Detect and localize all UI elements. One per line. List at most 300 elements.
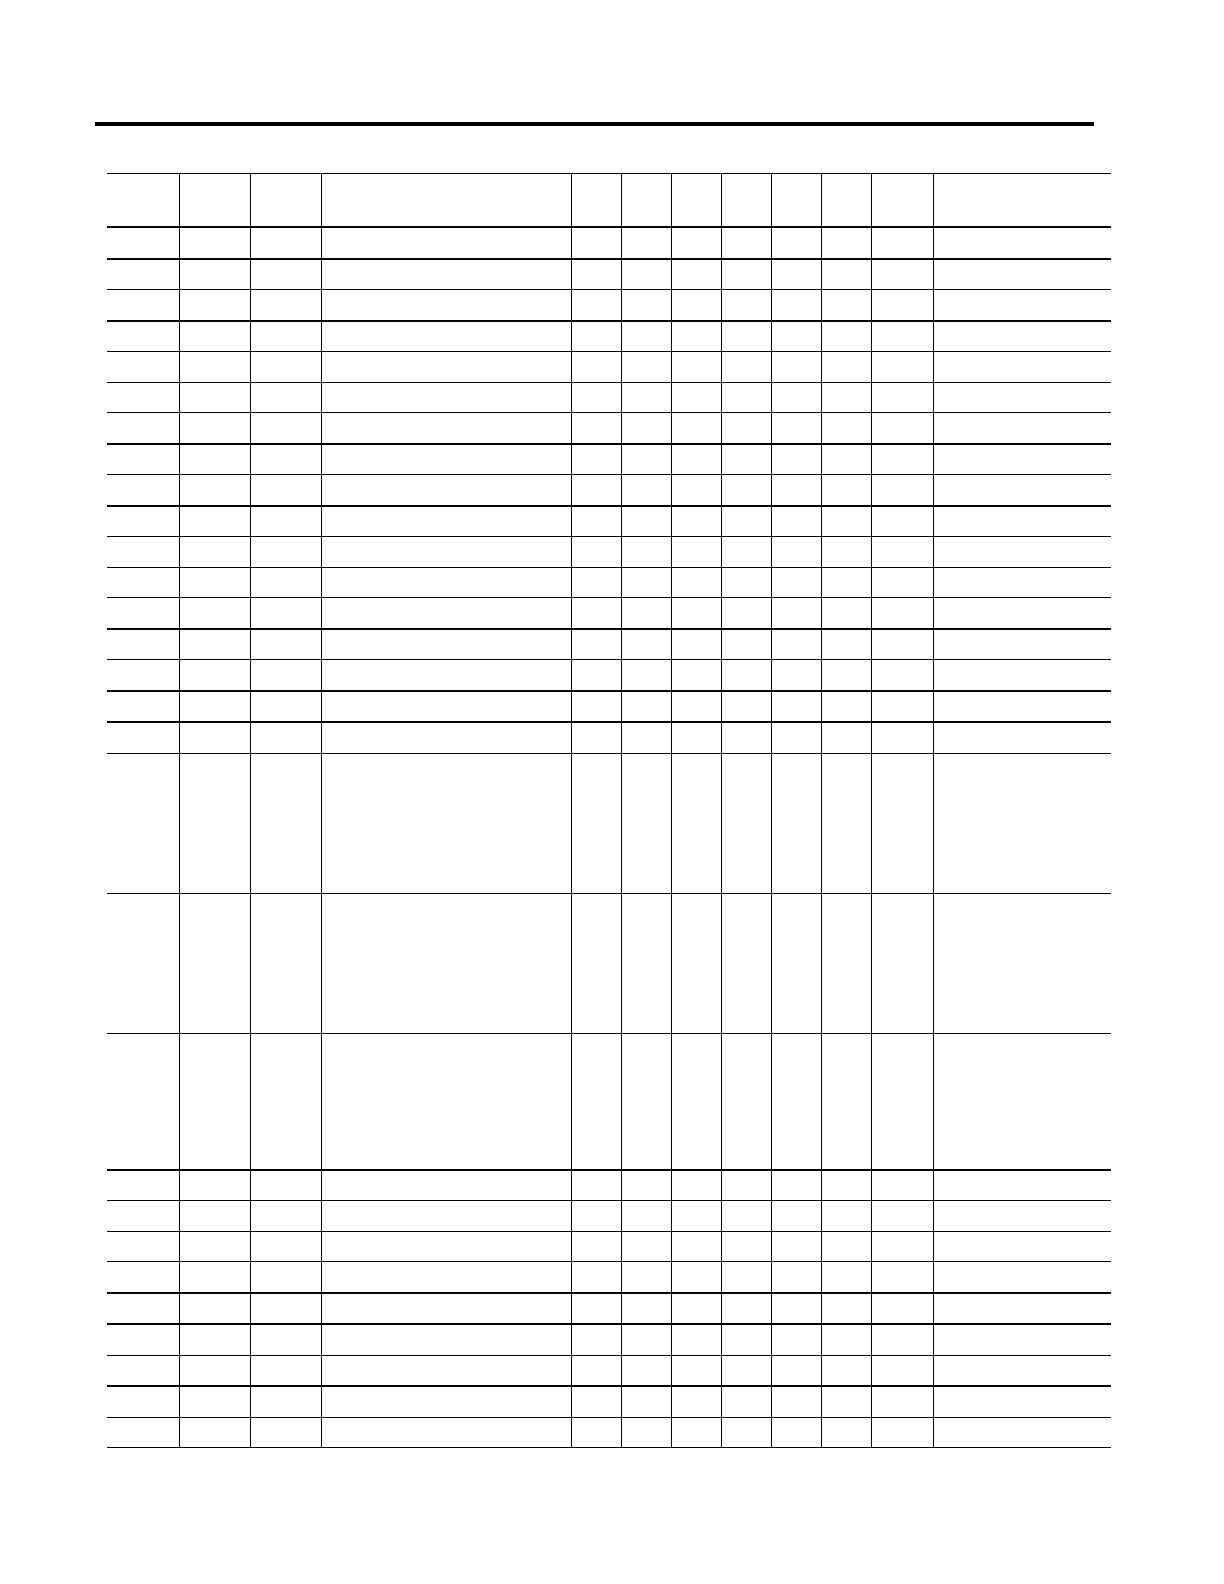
- table-cell: [771, 722, 821, 753]
- table-cell: [321, 1324, 571, 1355]
- table-cell: [179, 413, 250, 444]
- table-cell: [671, 1262, 721, 1293]
- table-cell: [571, 753, 621, 893]
- table-cell: [871, 321, 933, 352]
- table-cell: [871, 227, 933, 259]
- table-cell: [771, 506, 821, 537]
- table-cell: [621, 506, 671, 537]
- table-cell: [671, 382, 721, 413]
- table-cell: [107, 1324, 179, 1355]
- table-cell: [721, 1170, 771, 1201]
- table-cell: [933, 893, 1111, 1033]
- table-cell: [571, 1262, 621, 1293]
- table-cell: [671, 413, 721, 444]
- table-cell: [721, 352, 771, 383]
- table-cell: [771, 413, 821, 444]
- table-cell: [107, 753, 179, 893]
- table-cell: [571, 1293, 621, 1325]
- table-cell: [107, 1231, 179, 1262]
- table-cell: [571, 352, 621, 383]
- table-cell: [871, 1324, 933, 1355]
- table-cell: [871, 893, 933, 1033]
- table-cell: [933, 382, 1111, 413]
- table-cell: [321, 506, 571, 537]
- table-cell: [321, 227, 571, 259]
- table-cell: [871, 1201, 933, 1232]
- table-cell: [933, 1324, 1111, 1355]
- table-cell: [250, 321, 321, 352]
- table-cell: [107, 1170, 179, 1201]
- table-cell: [250, 1324, 321, 1355]
- table-cell: [571, 598, 621, 629]
- table-cell: [179, 893, 250, 1033]
- table-cell: [933, 321, 1111, 352]
- table-cell: [721, 1355, 771, 1386]
- table-cell: [871, 1262, 933, 1293]
- table-cell: [621, 567, 671, 598]
- table-cell: [621, 691, 671, 723]
- table-cell: [721, 598, 771, 629]
- table-cell: [933, 1355, 1111, 1386]
- table-cell: [571, 1324, 621, 1355]
- table-row: [107, 537, 1111, 568]
- table-cell: [671, 227, 721, 259]
- table-cell: [107, 722, 179, 753]
- header-cell: [821, 174, 871, 228]
- table-cell: [771, 321, 821, 352]
- table-row: [107, 598, 1111, 629]
- table-cell: [621, 1033, 671, 1170]
- table-row: [107, 629, 1111, 660]
- table-cell: [107, 893, 179, 1033]
- table-cell: [179, 1170, 250, 1201]
- table-cell: [250, 1170, 321, 1201]
- table-cell: [721, 227, 771, 259]
- table-cell: [321, 722, 571, 753]
- table-cell: [179, 537, 250, 568]
- table-cell: [621, 1386, 671, 1417]
- table-cell: [821, 352, 871, 383]
- table-cell: [933, 475, 1111, 506]
- table-row: [107, 1231, 1111, 1262]
- table-cell: [933, 629, 1111, 660]
- table-cell: [571, 475, 621, 506]
- table-cell: [621, 1324, 671, 1355]
- header-cell: [107, 174, 179, 228]
- table-row: [107, 1201, 1111, 1232]
- table-cell: [871, 506, 933, 537]
- header-cell: [721, 174, 771, 228]
- table-cell: [671, 629, 721, 660]
- table-cell: [321, 444, 571, 475]
- table-cell: [671, 352, 721, 383]
- table-cell: [771, 1386, 821, 1417]
- table-cell: [250, 1201, 321, 1232]
- table-cell: [621, 382, 671, 413]
- table-cell: [571, 1355, 621, 1386]
- table-cell: [321, 382, 571, 413]
- table-cell: [321, 567, 571, 598]
- table-cell: [179, 629, 250, 660]
- table-cell: [821, 753, 871, 893]
- table-cell: [179, 753, 250, 893]
- table-cell: [107, 413, 179, 444]
- table-cell: [179, 321, 250, 352]
- table-cell: [321, 1417, 571, 1448]
- table-cell: [571, 1386, 621, 1417]
- table-cell: [179, 227, 250, 259]
- table-cell: [321, 1386, 571, 1417]
- table-cell: [179, 691, 250, 723]
- table-row: [107, 1262, 1111, 1293]
- table-cell: [671, 321, 721, 352]
- table-cell: [871, 352, 933, 383]
- table-cell: [821, 259, 871, 290]
- table-cell: [621, 290, 671, 321]
- table-cell: [933, 567, 1111, 598]
- table-cell: [721, 506, 771, 537]
- table-cell: [821, 660, 871, 691]
- table-cell: [871, 1033, 933, 1170]
- table-cell: [107, 227, 179, 259]
- table-cell: [571, 629, 621, 660]
- table-cell: [571, 1170, 621, 1201]
- table-cell: [179, 1201, 250, 1232]
- table-cell: [771, 691, 821, 723]
- table-cell: [107, 506, 179, 537]
- table-cell: [321, 629, 571, 660]
- table-row: [107, 227, 1111, 259]
- table-row: [107, 321, 1111, 352]
- table-cell: [771, 1033, 821, 1170]
- table-cell: [250, 382, 321, 413]
- table-cell: [671, 1355, 721, 1386]
- table-cell: [721, 1324, 771, 1355]
- table-cell: [321, 1033, 571, 1170]
- table-cell: [621, 413, 671, 444]
- table-cell: [571, 413, 621, 444]
- table-cell: [771, 1293, 821, 1325]
- table-cell: [821, 382, 871, 413]
- table-cell: [571, 227, 621, 259]
- table-cell: [721, 567, 771, 598]
- table-cell: [107, 691, 179, 723]
- table-cell: [721, 1386, 771, 1417]
- table-cell: [933, 1417, 1111, 1448]
- table-cell: [821, 1293, 871, 1325]
- table-cell: [621, 1231, 671, 1262]
- table-cell: [871, 722, 933, 753]
- table-cell: [179, 722, 250, 753]
- table-cell: [671, 1324, 721, 1355]
- table-cell: [933, 444, 1111, 475]
- table-cell: [321, 1355, 571, 1386]
- table-cell: [671, 1033, 721, 1170]
- table-row: [107, 413, 1111, 444]
- table-cell: [107, 290, 179, 321]
- table-cell: [321, 893, 571, 1033]
- table-cell: [933, 413, 1111, 444]
- table-cell: [871, 1386, 933, 1417]
- table-cell: [179, 475, 250, 506]
- table-cell: [721, 1417, 771, 1448]
- table-cell: [107, 629, 179, 660]
- table-cell: [821, 1033, 871, 1170]
- table-cell: [721, 382, 771, 413]
- table-cell: [771, 753, 821, 893]
- table-cell: [821, 321, 871, 352]
- table-cell: [571, 259, 621, 290]
- table-cell: [671, 1201, 721, 1232]
- table-cell: [571, 1231, 621, 1262]
- table-cell: [571, 660, 621, 691]
- table-cell: [621, 1262, 671, 1293]
- table-cell: [771, 1231, 821, 1262]
- table-header-row: [107, 174, 1111, 228]
- table-cell: [179, 382, 250, 413]
- table-cell: [671, 444, 721, 475]
- table-row: [107, 382, 1111, 413]
- table-cell: [933, 753, 1111, 893]
- table-cell: [179, 352, 250, 383]
- table-cell: [933, 722, 1111, 753]
- table-cell: [771, 1201, 821, 1232]
- table-row: [107, 1293, 1111, 1325]
- table-cell: [821, 1417, 871, 1448]
- table-row: [107, 691, 1111, 723]
- table-cell: [933, 259, 1111, 290]
- table-cell: [250, 227, 321, 259]
- table-cell: [321, 475, 571, 506]
- table-cell: [621, 1201, 671, 1232]
- table-cell: [250, 1293, 321, 1325]
- table-cell: [671, 1386, 721, 1417]
- blank-form-table: [107, 173, 1111, 1448]
- table-cell: [721, 1033, 771, 1170]
- table-cell: [721, 290, 771, 321]
- table-cell: [107, 660, 179, 691]
- table-cell: [179, 1293, 250, 1325]
- table-cell: [721, 660, 771, 691]
- table-cell: [771, 382, 821, 413]
- table-cell: [250, 1231, 321, 1262]
- table-cell: [671, 1293, 721, 1325]
- table-cell: [250, 537, 321, 568]
- table-cell: [721, 1201, 771, 1232]
- table-cell: [671, 259, 721, 290]
- table-cell: [871, 567, 933, 598]
- table-cell: [179, 444, 250, 475]
- table-cell: [571, 290, 621, 321]
- table-cell: [821, 1170, 871, 1201]
- table-cell: [321, 413, 571, 444]
- table-cell: [321, 753, 571, 893]
- table-cell: [107, 1355, 179, 1386]
- table-body: [107, 174, 1111, 1448]
- table-row: [107, 1355, 1111, 1386]
- header-cell: [771, 174, 821, 228]
- table-cell: [821, 629, 871, 660]
- table-cell: [933, 227, 1111, 259]
- table-cell: [871, 598, 933, 629]
- table-cell: [250, 1355, 321, 1386]
- table-cell: [671, 722, 721, 753]
- table-cell: [933, 1033, 1111, 1170]
- table-cell: [179, 1231, 250, 1262]
- table-cell: [621, 629, 671, 660]
- table-cell: [671, 1417, 721, 1448]
- table-cell: [721, 753, 771, 893]
- table-cell: [250, 259, 321, 290]
- table-cell: [250, 893, 321, 1033]
- table-cell: [771, 893, 821, 1033]
- table-row: [107, 1417, 1111, 1448]
- table-cell: [771, 660, 821, 691]
- table-cell: [871, 1293, 933, 1325]
- table-cell: [821, 506, 871, 537]
- table-cell: [250, 598, 321, 629]
- table-cell: [871, 1170, 933, 1201]
- table-row: [107, 290, 1111, 321]
- table-cell: [571, 567, 621, 598]
- table-cell: [671, 1170, 721, 1201]
- header-cell: [933, 174, 1111, 228]
- table-cell: [771, 1170, 821, 1201]
- table-cell: [321, 537, 571, 568]
- table-cell: [871, 413, 933, 444]
- table-row: [107, 352, 1111, 383]
- table-cell: [821, 567, 871, 598]
- table-cell: [933, 1231, 1111, 1262]
- table-cell: [571, 1201, 621, 1232]
- table-cell: [871, 1417, 933, 1448]
- table-cell: [771, 567, 821, 598]
- table-row: [107, 722, 1111, 753]
- table-cell: [721, 259, 771, 290]
- table-cell: [821, 413, 871, 444]
- table-cell: [179, 1417, 250, 1448]
- table-cell: [321, 598, 571, 629]
- table-cell: [721, 1262, 771, 1293]
- table-cell: [621, 259, 671, 290]
- table-cell: [871, 660, 933, 691]
- table-cell: [821, 1201, 871, 1232]
- table-cell: [721, 629, 771, 660]
- table-cell: [250, 1386, 321, 1417]
- table-cell: [250, 1417, 321, 1448]
- table-cell: [179, 660, 250, 691]
- table-cell: [771, 444, 821, 475]
- table-cell: [321, 1231, 571, 1262]
- table-cell: [621, 537, 671, 568]
- table-cell: [933, 691, 1111, 723]
- table-cell: [107, 1417, 179, 1448]
- table-cell: [721, 321, 771, 352]
- header-cell: [871, 174, 933, 228]
- table-cell: [621, 1170, 671, 1201]
- table-cell: [107, 1386, 179, 1417]
- table-cell: [933, 506, 1111, 537]
- table-cell: [621, 1293, 671, 1325]
- table-cell: [321, 290, 571, 321]
- table-cell: [250, 567, 321, 598]
- table-cell: [771, 598, 821, 629]
- table-cell: [107, 1293, 179, 1325]
- table-cell: [250, 506, 321, 537]
- table-cell: [721, 1293, 771, 1325]
- table-cell: [321, 321, 571, 352]
- table-cell: [179, 506, 250, 537]
- table-cell: [933, 660, 1111, 691]
- table-cell: [771, 259, 821, 290]
- table-cell: [671, 753, 721, 893]
- table-cell: [107, 1033, 179, 1170]
- table-cell: [107, 475, 179, 506]
- table-cell: [871, 691, 933, 723]
- table-cell: [821, 1386, 871, 1417]
- table-cell: [671, 1231, 721, 1262]
- table-cell: [933, 598, 1111, 629]
- table-cell: [933, 290, 1111, 321]
- table-cell: [821, 1231, 871, 1262]
- table-cell: [321, 1170, 571, 1201]
- table-row: [107, 475, 1111, 506]
- table-cell: [671, 660, 721, 691]
- table-cell: [571, 722, 621, 753]
- table-cell: [933, 1386, 1111, 1417]
- table-cell: [821, 1355, 871, 1386]
- table-cell: [671, 475, 721, 506]
- table-cell: [871, 1355, 933, 1386]
- table-cell: [250, 1262, 321, 1293]
- table-row: [107, 1324, 1111, 1355]
- table-cell: [933, 1201, 1111, 1232]
- table-row: [107, 567, 1111, 598]
- header-cell: [179, 174, 250, 228]
- table-cell: [179, 290, 250, 321]
- header-cell: [671, 174, 721, 228]
- table-row: [107, 1033, 1111, 1170]
- table-cell: [107, 537, 179, 568]
- table-cell: [321, 691, 571, 723]
- table-cell: [621, 227, 671, 259]
- table-cell: [621, 444, 671, 475]
- table-cell: [771, 1262, 821, 1293]
- table-cell: [179, 567, 250, 598]
- table-cell: [771, 1324, 821, 1355]
- table-cell: [621, 1417, 671, 1448]
- table-cell: [671, 506, 721, 537]
- table-cell: [821, 1262, 871, 1293]
- table-cell: [821, 227, 871, 259]
- table-cell: [721, 413, 771, 444]
- table-cell: [821, 537, 871, 568]
- table-cell: [621, 660, 671, 691]
- table-row: [107, 893, 1111, 1033]
- table-cell: [621, 722, 671, 753]
- table-cell: [771, 352, 821, 383]
- table-cell: [721, 893, 771, 1033]
- table-cell: [107, 382, 179, 413]
- table-cell: [671, 893, 721, 1033]
- table-cell: [821, 691, 871, 723]
- table-cell: [621, 598, 671, 629]
- table-cell: [179, 1033, 250, 1170]
- table-cell: [721, 537, 771, 568]
- table-cell: [571, 382, 621, 413]
- table-cell: [821, 444, 871, 475]
- table-cell: [621, 475, 671, 506]
